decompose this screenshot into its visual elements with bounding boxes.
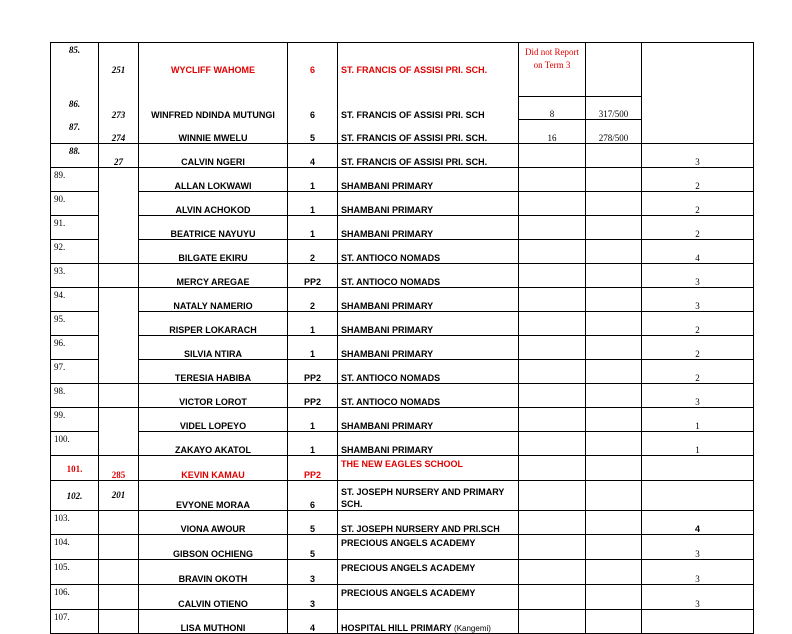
row-number: 98.	[51, 383, 99, 407]
term3-position	[519, 191, 586, 215]
student-name: KEVIN KAMAU	[139, 455, 288, 480]
student-name: WYCLIFF WAHOME	[139, 43, 288, 97]
marks	[586, 143, 642, 167]
row-number: 96.	[51, 335, 99, 359]
row-number: 92.	[51, 239, 99, 263]
student-name: BILGATE EKIRU	[139, 239, 288, 263]
row-number: 85.	[51, 43, 99, 97]
school-name	[338, 609, 519, 633]
school-name: ST. FRANCIS OF ASSISI PRI. SCH.	[338, 43, 519, 97]
table-row	[51, 43, 754, 97]
student-class: 1	[288, 191, 338, 215]
last-column	[642, 480, 754, 510]
school-name: SHAMBANI PRIMARY	[338, 215, 519, 239]
marks	[586, 455, 642, 480]
table-row	[51, 143, 754, 167]
marks	[586, 335, 642, 359]
admission-number	[99, 263, 139, 287]
table-row	[51, 584, 754, 609]
student-class: 2	[288, 239, 338, 263]
term3-position: 8	[519, 97, 586, 120]
table-row	[51, 263, 754, 287]
table-row	[51, 480, 754, 510]
admission-number	[99, 239, 139, 263]
school-name: ST. ANTIOCO NOMADS	[338, 263, 519, 287]
row-number: 101.	[51, 455, 99, 480]
table-row	[51, 559, 754, 584]
student-name: BEATRICE NAYUYU	[139, 215, 288, 239]
marks	[586, 559, 642, 584]
table-row	[51, 359, 754, 383]
marks	[586, 239, 642, 263]
table-row	[51, 609, 754, 633]
row-number: 97.	[51, 359, 99, 383]
last-column: 2	[642, 191, 754, 215]
last-column	[642, 43, 754, 144]
term3-position	[519, 287, 586, 311]
student-class: 3	[288, 559, 338, 584]
student-class: 1	[288, 311, 338, 335]
school-name: PRECIOUS ANGELS ACADEMY	[338, 534, 519, 559]
student-name: BRAVIN OKOTH	[139, 559, 288, 584]
term3-position	[519, 559, 586, 584]
row-number: 103.	[51, 510, 99, 534]
admission-number	[99, 510, 139, 534]
student-name: SILVIA NTIRA	[139, 335, 288, 359]
admission-number: 273	[99, 97, 139, 120]
last-column: 2	[642, 335, 754, 359]
table-row	[51, 383, 754, 407]
table-row	[51, 510, 754, 534]
last-column: 1	[642, 407, 754, 431]
school-name: SHAMBANI PRIMARY	[338, 335, 519, 359]
row-number: 95.	[51, 311, 99, 335]
term3-position	[519, 215, 586, 239]
student-class: 5	[288, 120, 338, 144]
last-column: 2	[642, 215, 754, 239]
student-name: RISPER LOKARACH	[139, 311, 288, 335]
marks	[586, 480, 642, 510]
student-class: PP2	[288, 383, 338, 407]
admission-number	[99, 167, 139, 191]
school-name: ST. FRANCIS OF ASSISI PRI. SCH	[338, 97, 519, 120]
row-number: 102.	[51, 480, 99, 510]
admission-number: 285	[99, 455, 139, 480]
row-number: 91.	[51, 215, 99, 239]
last-column: 3	[642, 263, 754, 287]
marks	[586, 311, 642, 335]
marks	[586, 359, 642, 383]
marks	[586, 167, 642, 191]
marks	[586, 407, 642, 431]
row-number: 87.	[51, 120, 99, 144]
last-column	[642, 609, 754, 633]
student-class: PP2	[288, 359, 338, 383]
row-number: 94.	[51, 287, 99, 311]
term3-position	[519, 143, 586, 167]
school-name: SHAMBANI PRIMARY	[338, 191, 519, 215]
last-column	[642, 455, 754, 480]
row-number: 107.	[51, 609, 99, 633]
term3-status: Did not Report on Term 3	[519, 43, 586, 97]
student-name: LISA MUTHONI	[139, 609, 288, 633]
student-class: 2	[288, 287, 338, 311]
student-name: WINFRED NDINDA MUTUNGI	[139, 97, 288, 120]
student-class: 1	[288, 431, 338, 455]
school-name: ST. ANTIOCO NOMADS	[338, 239, 519, 263]
student-name: WINNIE MWELU	[139, 120, 288, 144]
table-row	[51, 311, 754, 335]
student-name: TERESIA HABIBA	[139, 359, 288, 383]
student-name: ZAKAYO AKATOL	[139, 431, 288, 455]
row-number: 93.	[51, 263, 99, 287]
term3-position	[519, 359, 586, 383]
school-name: ST. FRANCIS OF ASSISI PRI. SCH.	[338, 143, 519, 167]
admission-number	[99, 311, 139, 335]
admission-number	[99, 335, 139, 359]
row-number: 100.	[51, 431, 99, 455]
school-name: ST. ANTIOCO NOMADS	[338, 359, 519, 383]
admission-number: 274	[99, 120, 139, 144]
table-row	[51, 335, 754, 359]
student-class: 6	[288, 97, 338, 120]
marks	[586, 534, 642, 559]
row-number: 88.	[51, 143, 99, 167]
student-register-page	[50, 42, 754, 634]
student-register-table	[50, 42, 754, 634]
table-row	[51, 239, 754, 263]
admission-number	[99, 383, 139, 407]
term3-position	[519, 609, 586, 633]
school-location-note: (Kangemi)	[454, 623, 491, 633]
last-column: 3	[642, 287, 754, 311]
last-column: 3	[642, 143, 754, 167]
student-name: GIBSON OCHIENG	[139, 534, 288, 559]
table-row	[51, 407, 754, 431]
school-name: SHAMBANI PRIMARY	[338, 311, 519, 335]
term3-position	[519, 311, 586, 335]
table-row	[51, 215, 754, 239]
term3-position	[519, 510, 586, 534]
row-number: 105.	[51, 559, 99, 584]
admission-number	[99, 191, 139, 215]
admission-number	[99, 559, 139, 584]
marks	[586, 263, 642, 287]
student-class: 5	[288, 534, 338, 559]
admission-number	[99, 609, 139, 633]
student-name: EVYONE MORAA	[139, 480, 288, 510]
student-class: 1	[288, 215, 338, 239]
student-name: ALLAN LOKWAWI	[139, 167, 288, 191]
admission-number	[99, 359, 139, 383]
marks	[586, 287, 642, 311]
table-row	[51, 455, 754, 480]
admission-number: 201	[99, 480, 139, 510]
school-name: ST. JOSEPH NURSERY AND PRI.SCH	[338, 510, 519, 534]
last-column: 3	[642, 559, 754, 584]
admission-number	[99, 215, 139, 239]
school-name: THE NEW EAGLES SCHOOL	[338, 455, 519, 480]
school-name: PRECIOUS ANGELS ACADEMY	[338, 559, 519, 584]
school-name: SHAMBANI PRIMARY	[338, 431, 519, 455]
table-row	[51, 191, 754, 215]
student-name: VIONA AWOUR	[139, 510, 288, 534]
term3-position	[519, 407, 586, 431]
marks	[586, 584, 642, 609]
admission-number: 251	[99, 43, 139, 97]
student-name: ALVIN ACHOKOD	[139, 191, 288, 215]
admission-number	[99, 584, 139, 609]
school-name: SHAMBANI PRIMARY	[338, 287, 519, 311]
student-class: 1	[288, 167, 338, 191]
table-row	[51, 431, 754, 455]
school-name: ST. JOSEPH NURSERY AND PRIMARY SCH.	[338, 480, 519, 510]
school-name-text: HOSPITAL HILL PRIMARY	[341, 622, 452, 633]
last-column: 3	[642, 584, 754, 609]
term3-position	[519, 167, 586, 191]
student-name: NATALY NAMERIO	[139, 287, 288, 311]
marks	[586, 609, 642, 633]
student-class: 4	[288, 143, 338, 167]
last-column: 2	[642, 359, 754, 383]
school-name: SHAMBANI PRIMARY	[338, 407, 519, 431]
marks	[586, 431, 642, 455]
term3-position	[519, 584, 586, 609]
last-column: 4	[642, 510, 754, 534]
marks: 317/500	[586, 97, 642, 120]
student-name: CALVIN OTIENO	[139, 584, 288, 609]
row-number: 86.	[51, 97, 99, 120]
student-class: PP2	[288, 263, 338, 287]
school-name: ST. ANTIOCO NOMADS	[338, 383, 519, 407]
row-number: 106.	[51, 584, 99, 609]
marks	[586, 510, 642, 534]
last-column: 3	[642, 534, 754, 559]
term3-position	[519, 534, 586, 559]
admission-number: 27	[99, 143, 139, 167]
student-class: 1	[288, 407, 338, 431]
term3-position	[519, 383, 586, 407]
marks	[586, 383, 642, 407]
admission-number	[99, 431, 139, 455]
marks	[586, 43, 642, 97]
term3-position	[519, 263, 586, 287]
last-column: 4	[642, 239, 754, 263]
admission-number	[99, 287, 139, 311]
student-class: 6	[288, 43, 338, 97]
school-name: ST. FRANCIS OF ASSISI PRI. SCH.	[338, 120, 519, 144]
last-column: 1	[642, 431, 754, 455]
student-name: CALVIN NGERI	[139, 143, 288, 167]
term3-position	[519, 480, 586, 510]
student-class: 4	[288, 609, 338, 633]
table-row	[51, 534, 754, 559]
student-name: VIDEL LOPEYO	[139, 407, 288, 431]
student-class: 6	[288, 480, 338, 510]
student-class: 3	[288, 584, 338, 609]
term3-position	[519, 239, 586, 263]
table-row	[51, 287, 754, 311]
school-name: SHAMBANI PRIMARY	[338, 167, 519, 191]
marks: 278/500	[586, 120, 642, 144]
marks	[586, 215, 642, 239]
student-class: 1	[288, 335, 338, 359]
table-row	[51, 167, 754, 191]
last-column: 2	[642, 311, 754, 335]
student-class: PP2	[288, 455, 338, 480]
admission-number	[99, 407, 139, 431]
row-number: 89.	[51, 167, 99, 191]
row-number: 104.	[51, 534, 99, 559]
term3-position: 16	[519, 120, 586, 144]
last-column: 2	[642, 167, 754, 191]
last-column: 3	[642, 383, 754, 407]
row-number: 99.	[51, 407, 99, 431]
marks	[586, 191, 642, 215]
student-name: MERCY AREGAE	[139, 263, 288, 287]
term3-position	[519, 335, 586, 359]
row-number: 90.	[51, 191, 99, 215]
term3-position	[519, 431, 586, 455]
student-class: 5	[288, 510, 338, 534]
student-name: VICTOR LOROT	[139, 383, 288, 407]
term3-position	[519, 455, 586, 480]
admission-number	[99, 534, 139, 559]
school-name: PRECIOUS ANGELS ACADEMY	[338, 584, 519, 609]
